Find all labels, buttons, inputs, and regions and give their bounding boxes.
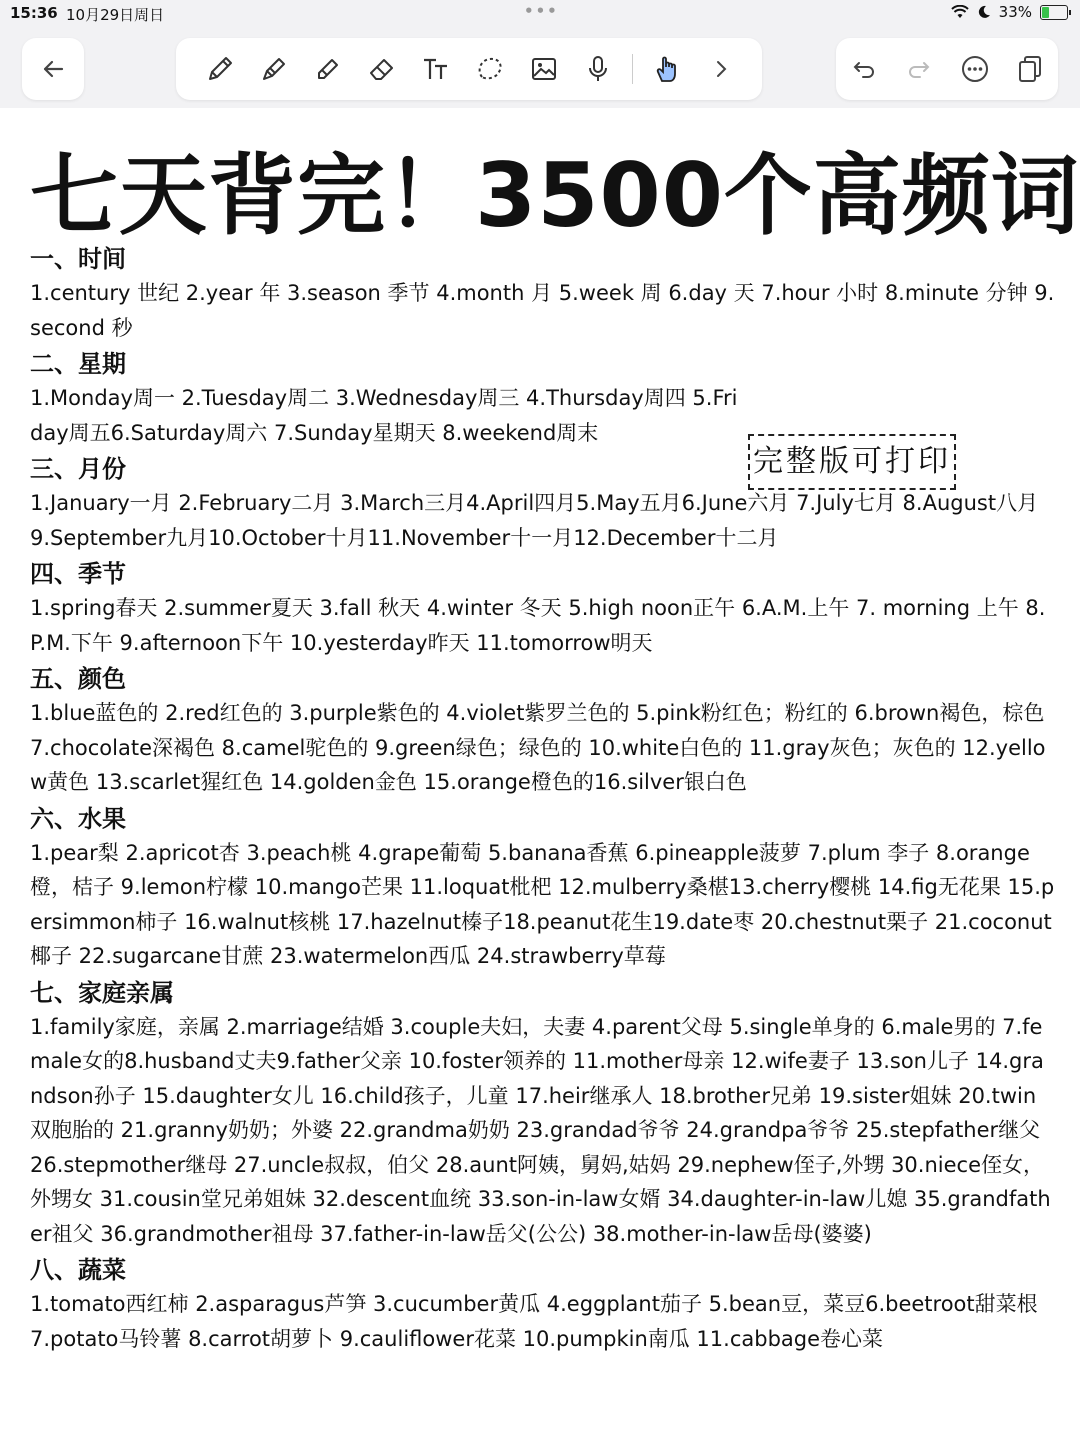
section-heading: 二、星期 [30,350,126,378]
section-body: 1.blue蓝色的 2.red红色的 3.purple紫色的 4.violet紫罗兰色的 5.pink粉红色；粉红的 6.brown褐色，棕色 7.chocolate深褐色 8.camel驼色的 9.green绿色；绿色的 10.white白色的 11.gray灰色；灰色的 12.yellow黄色 13.scarlet猩红色 14.golden金色 15.orange橙色的16.silver银白色 [30,701,1046,794]
actions-toolbar [836,38,1058,100]
hand-pointer-icon [651,53,683,85]
more-tools-button[interactable] [695,43,747,95]
text-tool-button[interactable] [410,43,462,95]
redo-button[interactable] [893,43,945,95]
section-heading: 七、家庭亲属 [30,978,174,1007]
section-body: 1.Monday周一 2.Tuesday周二 3.Wednesday周三 4.Thursday周四 5.Friday周五6.Saturday周六 7.Sunday星期天 8.weekend周末 [30,386,738,445]
section-heading: 五、颜色 [30,665,126,693]
back-button[interactable] [22,38,84,100]
section-heading: 三、月份 [30,455,126,483]
section-family [30,976,1055,1252]
section-body: 1.spring春天 2.summer夏天 3.fall 秋天 4.winter 冬天 5.high noon正午 6.A.M.上午 7. morning 上午 8.P.M.下午 9.afternoon下午 10.yesterday昨天 11.tomorrow明天 [30,596,1046,655]
back-icon [38,54,68,84]
section-heading: 四、季节 [30,560,126,588]
pen-tool-button[interactable] [194,43,246,95]
section-time [30,242,1055,345]
lasso-icon [474,53,506,85]
section-months [30,452,1055,555]
section-body: 1.pear梨 2.apricot杏 3.peach桃 4.grape葡萄 5.banana香蕉 6.pineapple菠萝 7.plum 李子 8.orange橙，桔子 9.lemon柠檬 10.mango芒果 11.loquat枇杷 12.mulberry桑椹13.cherry樱桃 14.fig无花果 15.persimmon柿子 16.walnut核桃 17.hazelnut榛子18.peanut花生19.date枣 20.chestnut栗子 21.coconut椰子 22.sugarcane甘蔗 23.watermelon西瓜 24.strawberry草莓 [30,840,1055,968]
section-body: 1.tomato西红柿 2.asparagus芦笋 3.cucumber黄瓜 4.eggplant茄子 5.bean豆，菜豆6.beetroot甜菜根 7.potato马铃薯 8.carrot胡萝卜 9.cauliflower花菜 10.pumpkin南瓜 11.cabbage卷心菜 [30,1292,1038,1351]
hand-tool-button[interactable] [641,43,693,95]
section-seasons [30,557,1055,660]
section-colors [30,662,1055,800]
section-vegetables [30,1253,1055,1356]
section-body: 1.century 世纪 2.year 年 3.season 季节 4.month 月 5.week 周 6.day 天 7.hour 小时 8.minute 分钟 9.second 秒 [30,281,1055,340]
pages-icon [1014,53,1046,85]
document-page[interactable] [0,108,1080,1440]
pen-icon [204,53,236,85]
section-heading: 六、水果 [30,804,126,833]
section-body: 1.family家庭，亲属 2.marriage结婚 3.couple夫妇，夫妻 4.parent父母 5.single单身的 6.male男的 7.female女的8.husband丈夫9.father父亲 10.foster领养的 11.mother母亲 12.wife妻子 13.son儿子 14.grandson孙子 15.daughter女儿 16.child孩子，儿童 17.heir继承人 18.brother兄弟 19.sister姐妹 20.twin双胞胎的 21.granny奶奶；外婆 22.grandma奶奶 23.grandad爷爷 24.grandpa爷爷 25.stepfather继父 26.stepmother继母 27.uncle叔叔，伯父 28.aunt阿姨，舅妈,姑妈 29.nephew侄子,外甥 30.niece侄女，外甥女 31.cousin堂兄弟姐妹 32.descent血统 33.son-in-law女婿 34.daughter-in-law儿媳 35.grandfather祖父 36.grandmother祖母 37.father-in-law岳父(公公) 38.mother-in-law岳母(婆婆) [30,1014,1051,1246]
section-heading: 一、时间 [30,245,126,273]
toolbar-separator [632,54,633,84]
moon-icon [977,5,991,19]
tools-toolbar [176,38,762,100]
fountain-pen-icon [258,53,290,85]
status-time: 15:36 [10,4,58,22]
section-body: 1.January一月 2.February二月 3.March三月4.April四月5.May五月6.June六月 7.July七月 8.August八月9.September九月10.October十月11.November十一月12.December十二月 [30,491,1039,550]
image-tool-button[interactable] [518,43,570,95]
microphone-tool-button[interactable] [572,43,624,95]
battery-icon [1040,5,1068,20]
section-heading: 八、蔬菜 [30,1256,126,1284]
eraser-icon [366,53,398,85]
status-date: 10月29日周日 [66,6,165,24]
page-title: 七天背完！3500个高频词 [30,144,1080,247]
undo-button[interactable] [838,43,890,95]
status-bar [0,0,1080,28]
multitasking-dots-icon[interactable]: ••• [524,2,559,20]
lasso-tool-button[interactable] [464,43,516,95]
fountain-pen-tool-button[interactable] [248,43,300,95]
redo-icon [903,53,935,85]
more-options-button[interactable] [949,43,1001,95]
undo-icon [848,53,880,85]
word-list [30,240,1055,1356]
highlighter-tool-button[interactable] [302,43,354,95]
wifi-icon [951,5,969,19]
battery-fill [1042,7,1049,18]
image-icon [528,53,560,85]
printable-stamp: 完整版可打印 [748,434,956,490]
battery-percent: 33% [998,3,1032,21]
microphone-icon [582,53,614,85]
pages-button[interactable] [1004,43,1056,95]
eraser-tool-button[interactable] [356,43,408,95]
section-fruits [30,802,1055,974]
chevron-right-icon [705,53,737,85]
text-icon [420,53,452,85]
section-weekdays [30,347,1055,450]
more-icon [959,53,991,85]
status-right [951,3,1068,21]
highlighter-icon [312,53,344,85]
